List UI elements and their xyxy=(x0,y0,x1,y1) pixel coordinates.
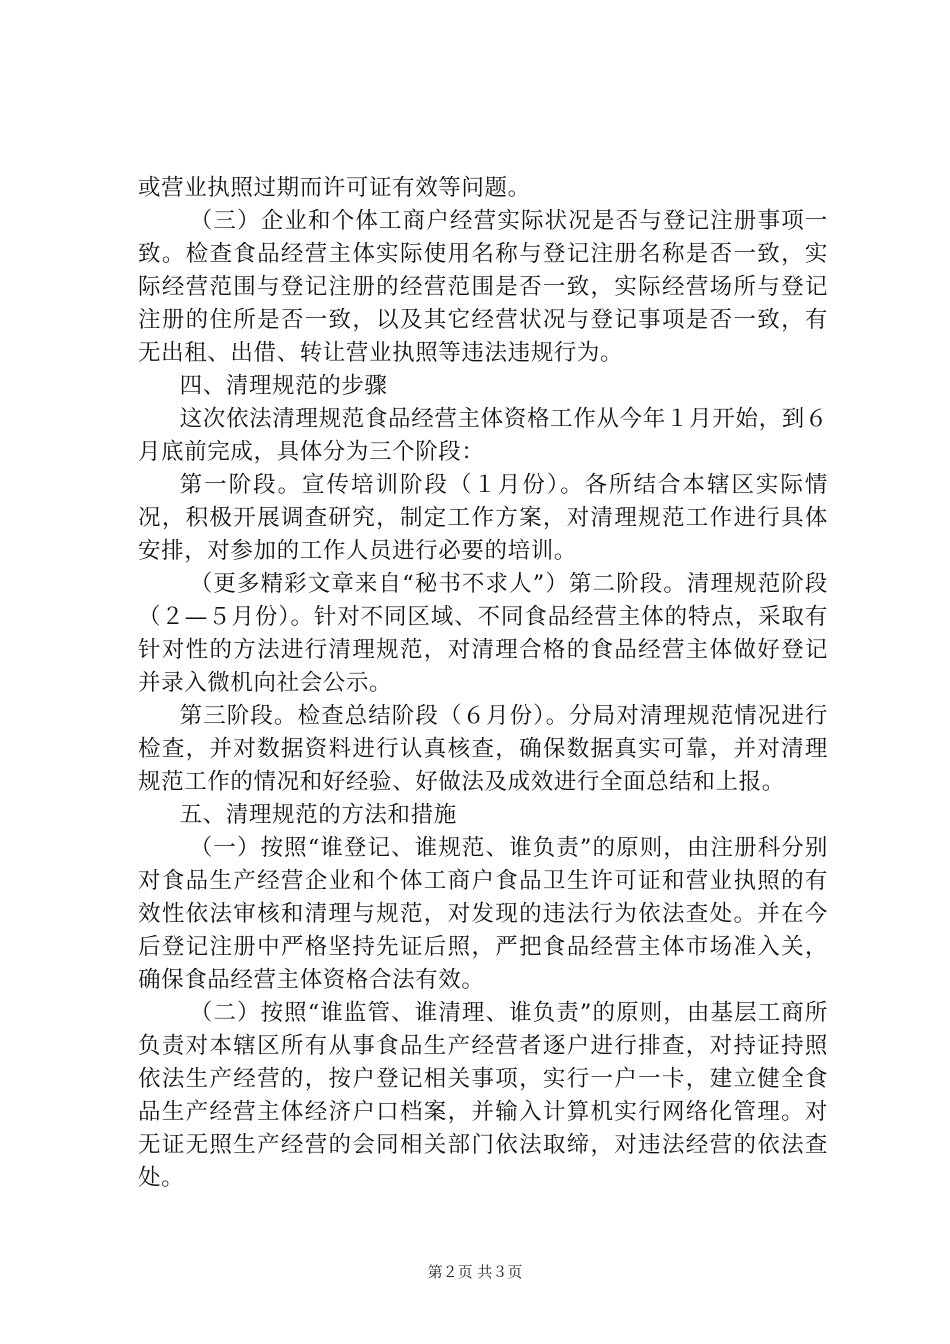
paragraph-method-two: （二）按照“谁监管、谁清理、谁负责”的原则，由基层工商所负责对本辖区所有从事食品生产经营者逐户进行排查，对持证持照依法生产经营的，按户登记相关事项，实行一户一卡，建立健全食品生产经营主体经济户口档案，并输入计算机实行网络化管理。对无证无照生产经营的会同相关部门依法取缔，对违法经营的依法查处。 xyxy=(138,1000,828,1191)
paragraph-item-three: （三）企业和个体工商户经营实际状况是否与登记注册事项一致。检查食品经营主体实际使用名称与登记注册名称是否一致，实际经营范围与登记注册的经营范围是否一致，实际经营场所与登记注册的住所是否一致，以及其它经营状况与登记事项是否一致，有无出租、出借、转让营业执照等违法违规行为。 xyxy=(138,208,828,366)
paragraph-stage-one: 第一阶段。宣传培训阶段（１月份）。各所结合本辖区实际情况，积极开展调查研究，制定工作方案，对清理规范工作进行具体安排，对参加的工作人员进行必要的培训。 xyxy=(138,472,828,564)
section-heading-methods: 五、清理规范的方法和措施 xyxy=(179,802,457,828)
document-body xyxy=(138,172,828,1195)
paragraph-continuation: 或营业执照过期而许可证有效等问题。 xyxy=(138,175,531,201)
paragraph-stage-two: （更多精彩文章来自“秘书不求人”）第二阶段。清理规范阶段（２—５月份）。针对不同区域、不同食品经营主体的特点，采取有针对性的方法进行清理规范，对清理合格的食品经营主体做好登记并录入微机向社会公示。 xyxy=(138,571,828,696)
page-number-footer: 第２页 共３页 xyxy=(427,1263,523,1281)
section-heading-steps: 四、清理规范的步骤 xyxy=(179,373,388,399)
paragraph-method-one: （一）按照“谁登记、谁规范、谁负责”的原则，由注册科分别对食品生产经营企业和个体工商户食品卫生许可证和营业执照的有效性依法审核和清理与规范，对发现的违法行为依法查处。并在今后登记注册中严格坚持先证后照，严把食品经营主体市场准入关，确保食品经营主体资格合法有效。 xyxy=(138,835,828,993)
paragraph-stage-three: 第三阶段。检查总结阶段（６月份）。分局对清理规范情况进行检查，并对数据资料进行认真核查，确保数据真实可靠，并对清理规范工作的情况和好经验、好做法及成效进行全面总结和上报。 xyxy=(138,703,828,795)
paragraph-steps-intro: 这次依法清理规范食品经营主体资格工作从今年１月开始，到６月底前完成，具体分为三个阶段： xyxy=(138,406,828,465)
